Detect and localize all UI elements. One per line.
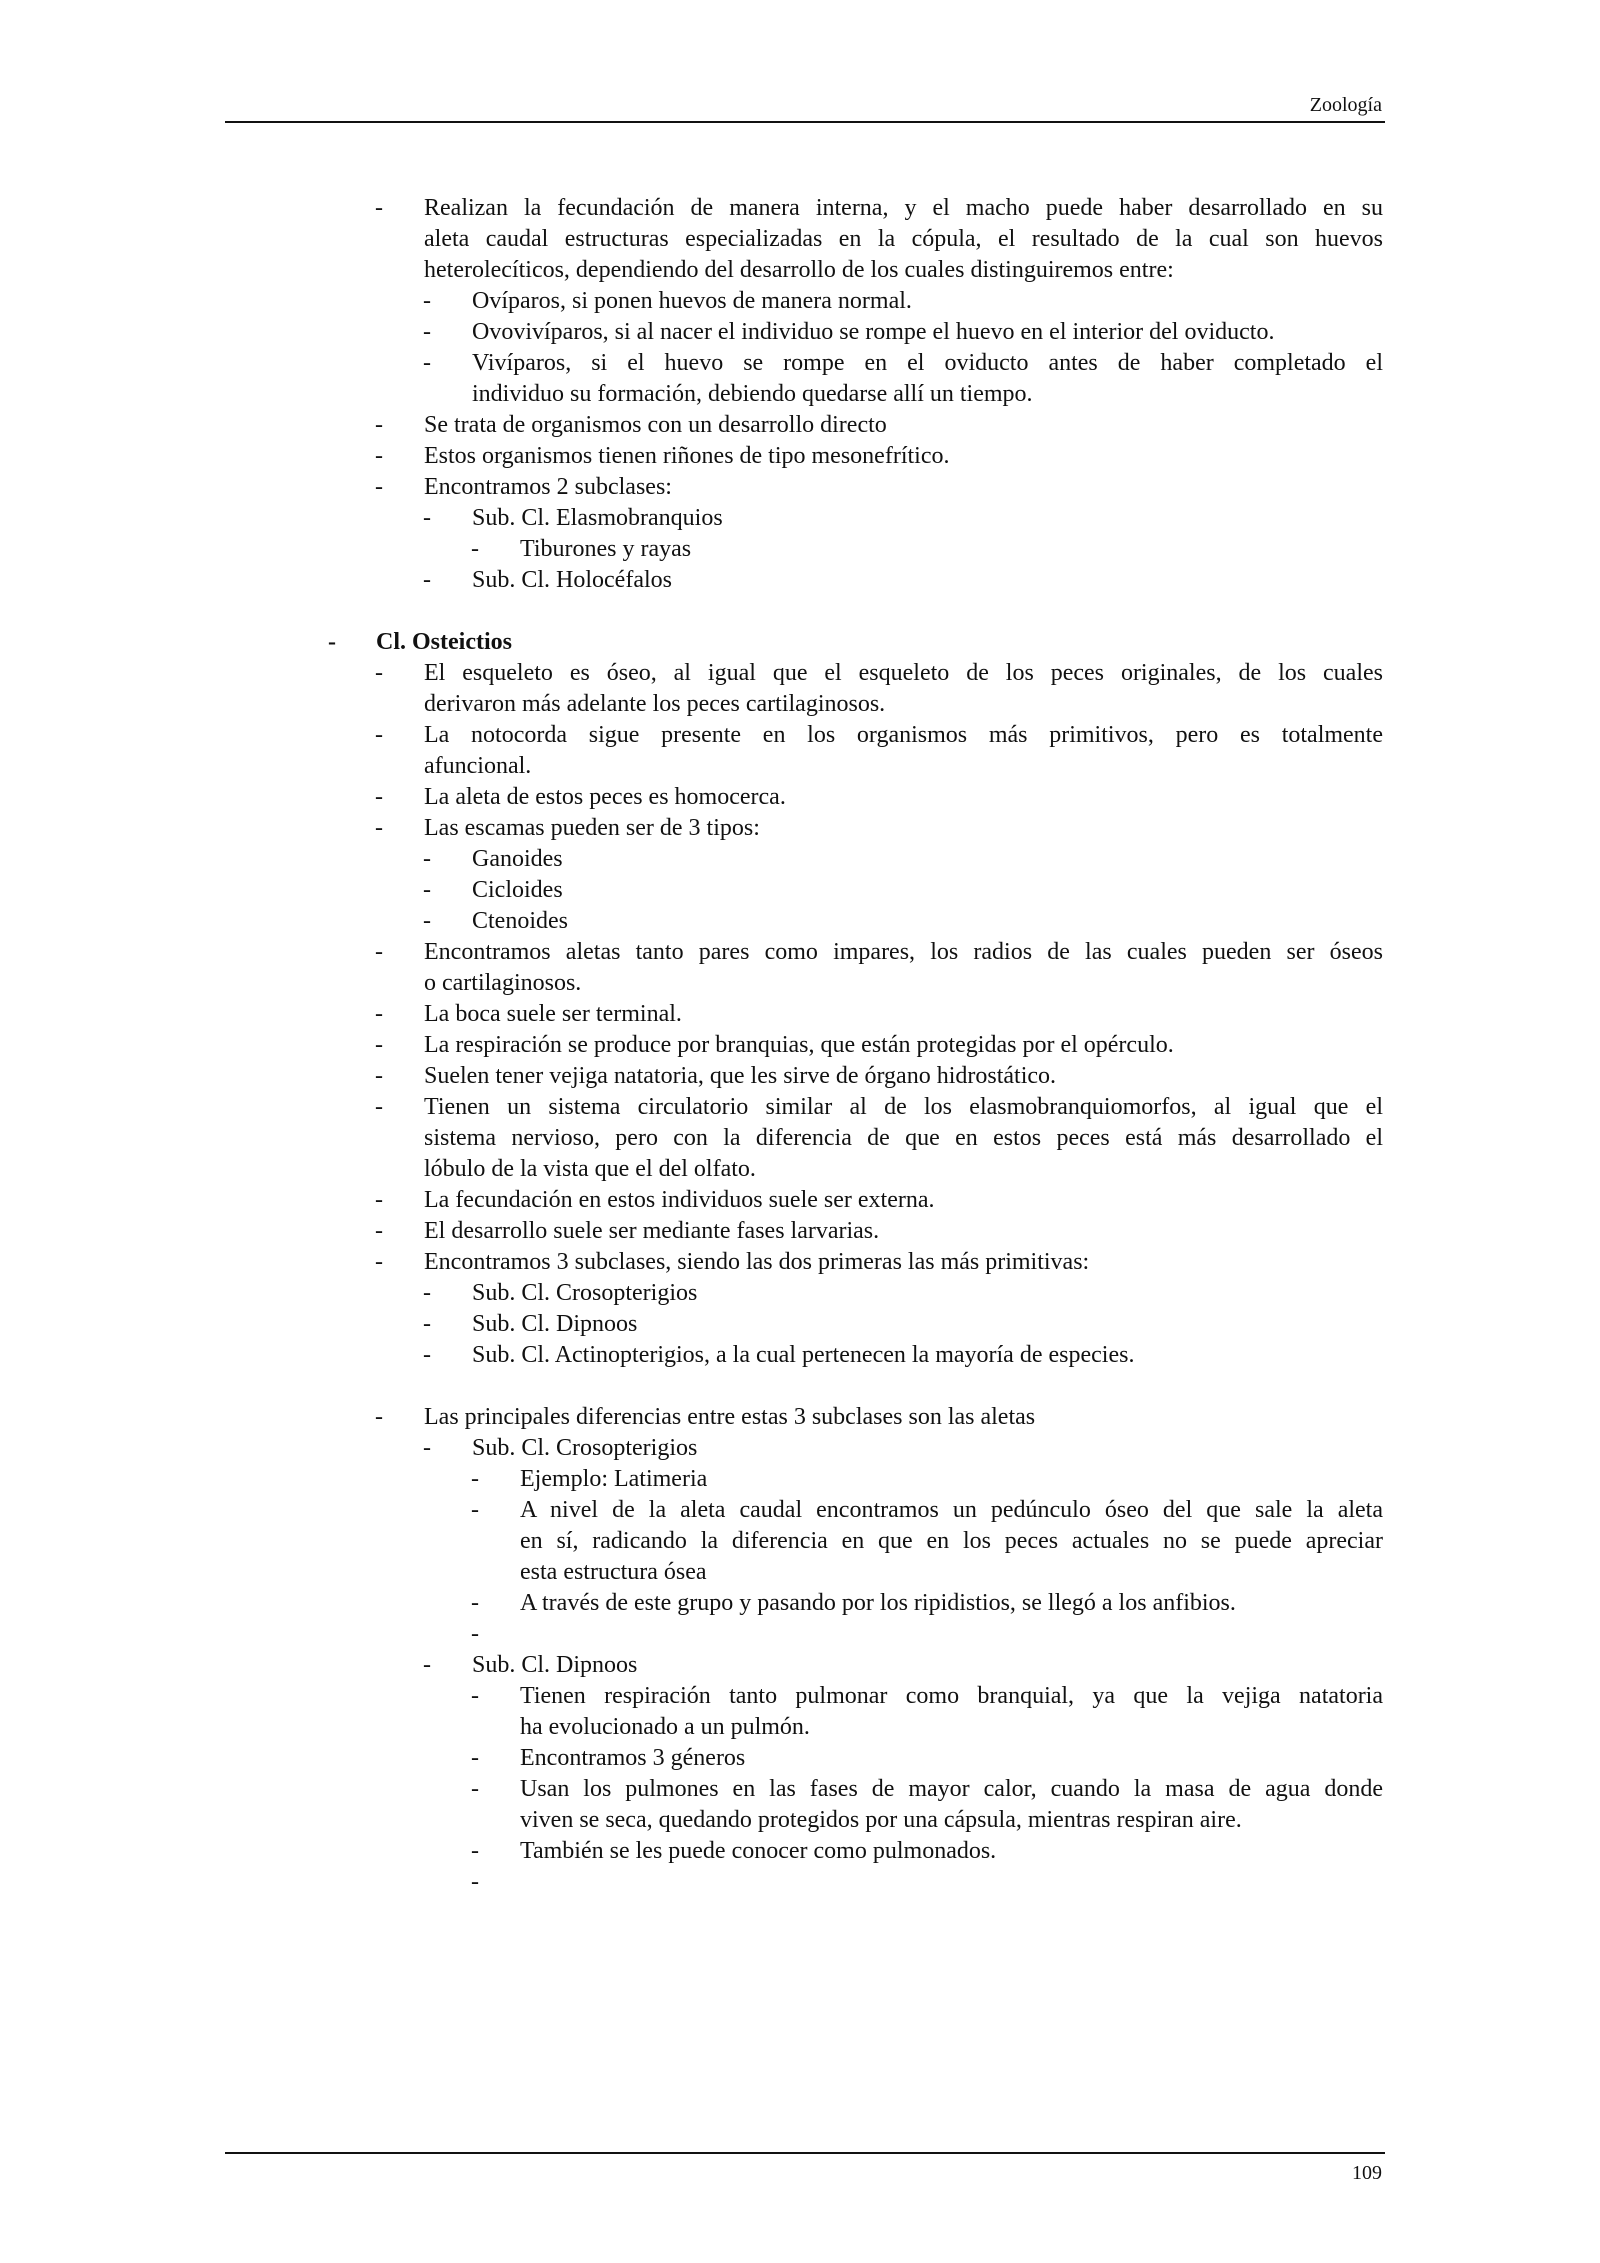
list-item-text: ha evolucionado a un pulmón. <box>520 1714 810 1740</box>
bullet-dash: - <box>423 908 431 934</box>
list-item <box>0 1216 1600 1247</box>
list-item-text: El esqueleto es óseo, al igual que el esqueleto de los peces originales, de los cuales <box>424 660 1383 686</box>
bullet-dash: - <box>375 1218 383 1244</box>
section-heading: Cl. Osteictios <box>376 629 512 655</box>
list-item-text: Estos organismos tienen riñones de tipo mesonefrítico. <box>424 443 950 469</box>
bullet-dash: - <box>423 288 431 314</box>
list-item <box>0 193 1600 224</box>
list-item <box>0 999 1600 1030</box>
list-item-text: Sub. Cl. Crosopterigios <box>472 1280 698 1306</box>
bullet-dash: - <box>423 877 431 903</box>
bullet-dash: - <box>423 1311 431 1337</box>
list-item-text: Encontramos 3 subclases, siendo las dos primeras las más primitivas: <box>424 1249 1090 1275</box>
list-item-text: Sub. Cl. Actinopterigios, a la cual pertenecen la mayoría de especies. <box>472 1342 1135 1368</box>
bullet-dash: - <box>375 1249 383 1275</box>
bullet-dash: - <box>375 474 383 500</box>
list-item <box>0 658 1600 689</box>
list-item-text: Ctenoides <box>472 908 568 934</box>
list-item-text: Ovíparos, si ponen huevos de manera normal. <box>472 288 912 314</box>
list-item-text: Cicloides <box>472 877 563 903</box>
list-item-text: Ovovivíparos, si al nacer el individuo se rompe el huevo en el interior del oviducto. <box>472 319 1275 345</box>
bullet-dash: - <box>471 536 479 562</box>
list-item <box>0 937 1600 968</box>
list-item <box>0 1402 1600 1433</box>
bullet-dash: - <box>375 412 383 438</box>
list-item <box>0 1340 1600 1371</box>
list-item <box>0 844 1600 875</box>
bullet-dash: - <box>375 815 383 841</box>
bullet-dash: - <box>423 319 431 345</box>
list-item-text: viven se seca, quedando protegidos por una cápsula, mientras respiran aire. <box>520 1807 1242 1833</box>
list-item-continuation <box>0 1805 1600 1836</box>
list-item-text: A través de este grupo y pasando por los ripidistios, se llegó a los anfibios. <box>520 1590 1236 1616</box>
blank-line <box>0 596 1600 627</box>
list-item <box>0 1309 1600 1340</box>
list-item-text: heterolecíticos, dependiendo del desarrollo de los cuales distinguiremos entre: <box>424 257 1174 283</box>
bullet-dash: - <box>375 195 383 221</box>
list-item-text: La aleta de estos peces es homocerca. <box>424 784 786 810</box>
bullet-dash: - <box>471 1621 479 1647</box>
list-item-text: Encontramos aletas tanto pares como impares, los radios de las cuales pueden ser óseos <box>424 939 1383 965</box>
bullet-dash: - <box>375 1063 383 1089</box>
header-rule <box>225 121 1385 123</box>
list-item <box>0 782 1600 813</box>
list-item-text: lóbulo de la vista que el del olfato. <box>424 1156 756 1182</box>
list-item-continuation <box>0 1154 1600 1185</box>
list-item-continuation <box>0 224 1600 255</box>
list-item <box>0 441 1600 472</box>
list-item-text: Ejemplo: Latimeria <box>520 1466 708 1492</box>
list-item-continuation <box>0 1712 1600 1743</box>
list-item <box>0 565 1600 596</box>
bullet-dash: - <box>423 505 431 531</box>
list-item-continuation <box>0 255 1600 286</box>
list-item-text: Tienen un sistema circulatorio similar al de los elasmobranquiomorfos, al igual que el <box>424 1094 1383 1120</box>
list-item <box>0 1061 1600 1092</box>
list-item <box>0 534 1600 565</box>
list-item-text: Sub. Cl. Elasmobranquios <box>472 505 723 531</box>
list-item <box>0 1464 1600 1495</box>
list-item <box>0 1743 1600 1774</box>
list-item-text: La boca suele ser terminal. <box>424 1001 682 1027</box>
list-item-continuation <box>0 968 1600 999</box>
bullet-dash: - <box>423 350 431 376</box>
list-item-text: esta estructura ósea <box>520 1559 707 1585</box>
list-item-text: Suelen tener vejiga natatoria, que les sirve de órgano hidrostático. <box>424 1063 1057 1089</box>
list-item-text: Tienen respiración tanto pulmonar como branquial, ya que la vejiga natatoria <box>520 1683 1383 1709</box>
bullet-dash: - <box>471 1776 479 1802</box>
list-item-text: La respiración se produce por branquias, que están protegidas por el opérculo. <box>424 1032 1174 1058</box>
list-item <box>0 410 1600 441</box>
bullet-dash: - <box>471 1683 479 1709</box>
bullet-dash: - <box>471 1590 479 1616</box>
bullet-dash: - <box>423 846 431 872</box>
bullet-dash: - <box>423 567 431 593</box>
list-item-continuation <box>0 379 1600 410</box>
blank-line <box>0 1371 1600 1402</box>
list-item <box>0 720 1600 751</box>
list-item-text: Encontramos 3 géneros <box>520 1745 746 1771</box>
list-item <box>0 1836 1600 1867</box>
list-item <box>0 1650 1600 1681</box>
bullet-dash: - <box>471 1466 479 1492</box>
list-item-text: Sub. Cl. Dipnoos <box>472 1652 638 1678</box>
bullet-dash: - <box>471 1497 479 1523</box>
list-item-continuation <box>0 1526 1600 1557</box>
list-item-continuation <box>0 1123 1600 1154</box>
list-item <box>0 286 1600 317</box>
list-item-text: Se trata de organismos con un desarrollo directo <box>424 412 887 438</box>
list-item <box>0 1185 1600 1216</box>
list-item <box>0 317 1600 348</box>
bullet-dash: - <box>375 443 383 469</box>
list-item-text: sistema nervioso, pero con la diferencia de que en estos peces está más desarrollado el <box>424 1125 1383 1151</box>
bullet-dash: - <box>375 722 383 748</box>
list-item-text: Tiburones y rayas <box>520 536 692 562</box>
list-item-text: Usan los pulmones en las fases de mayor calor, cuando la masa de agua donde <box>520 1776 1383 1802</box>
list-item <box>0 1588 1600 1619</box>
bullet-dash: - <box>423 1280 431 1306</box>
bullet-dash: - <box>328 629 336 655</box>
list-item-text: en sí, radicando la diferencia en que en los peces actuales no se puede apreciar <box>520 1528 1383 1554</box>
list-item <box>0 906 1600 937</box>
bullet-dash: - <box>375 784 383 810</box>
list-item <box>0 875 1600 906</box>
list-item <box>0 472 1600 503</box>
bullet-dash: - <box>375 1187 383 1213</box>
list-item <box>0 503 1600 534</box>
list-item-text: Las principales diferencias entre estas 3 subclases son las aletas <box>424 1404 1036 1430</box>
list-item-text: Encontramos 2 subclases: <box>424 474 672 500</box>
bullet-dash: - <box>375 1001 383 1027</box>
list-item-text: Vivíparos, si el huevo se rompe en el oviducto antes de haber completado el <box>472 350 1383 376</box>
list-item <box>0 1092 1600 1123</box>
list-item-text: o cartilaginosos. <box>424 970 582 996</box>
bullet-dash: - <box>423 1435 431 1461</box>
list-item-text: individuo su formación, debiendo quedarse allí un tiempo. <box>472 381 1033 407</box>
bullet-dash: - <box>471 1745 479 1771</box>
list-item <box>0 348 1600 379</box>
list-item <box>0 1774 1600 1805</box>
bullet-dash: - <box>423 1652 431 1678</box>
list-item-text: La fecundación en estos individuos suele ser externa. <box>424 1187 935 1213</box>
list-item-text: Sub. Cl. Holocéfalos <box>472 567 672 593</box>
list-item-text: afuncional. <box>424 753 532 779</box>
list-item <box>0 1278 1600 1309</box>
list-item-text: La notocorda sigue presente en los organismos más primitivos, pero es totalmente <box>424 722 1383 748</box>
page-number: 109 <box>1352 2162 1382 2184</box>
list-item <box>0 1867 1600 1898</box>
running-header: Zoología <box>1309 94 1382 116</box>
list-item <box>0 627 1600 658</box>
bullet-dash: - <box>471 1838 479 1864</box>
list-item-text: Realizan la fecundación de manera interna, y el macho puede haber desarrollado en su <box>424 195 1383 221</box>
list-item <box>0 1681 1600 1712</box>
list-item <box>0 1030 1600 1061</box>
document-body <box>0 193 1600 1898</box>
list-item-continuation <box>0 689 1600 720</box>
list-item <box>0 1433 1600 1464</box>
footer-rule <box>225 2152 1385 2154</box>
list-item <box>0 1495 1600 1526</box>
list-item-text: Sub. Cl. Dipnoos <box>472 1311 638 1337</box>
bullet-dash: - <box>375 1404 383 1430</box>
bullet-dash: - <box>375 939 383 965</box>
list-item-text: Ganoides <box>472 846 563 872</box>
list-item <box>0 1247 1600 1278</box>
bullet-dash: - <box>471 1869 479 1895</box>
bullet-dash: - <box>423 1342 431 1368</box>
list-item <box>0 813 1600 844</box>
list-item-text: Las escamas pueden ser de 3 tipos: <box>424 815 760 841</box>
list-item-text: A nivel de la aleta caudal encontramos un pedúnculo óseo del que sale la aleta <box>520 1497 1383 1523</box>
list-item-text: aleta caudal estructuras especializadas en la cópula, el resultado de la cual son huevos <box>424 226 1383 252</box>
bullet-dash: - <box>375 660 383 686</box>
list-item-text: El desarrollo suele ser mediante fases larvarias. <box>424 1218 880 1244</box>
list-item-text: derivaron más adelante los peces cartilaginosos. <box>424 691 886 717</box>
bullet-dash: - <box>375 1032 383 1058</box>
list-item-text: Sub. Cl. Crosopterigios <box>472 1435 698 1461</box>
list-item-continuation <box>0 1557 1600 1588</box>
list-item-text: También se les puede conocer como pulmonados. <box>520 1838 997 1864</box>
bullet-dash: - <box>375 1094 383 1120</box>
list-item-continuation <box>0 751 1600 782</box>
list-item <box>0 1619 1600 1650</box>
